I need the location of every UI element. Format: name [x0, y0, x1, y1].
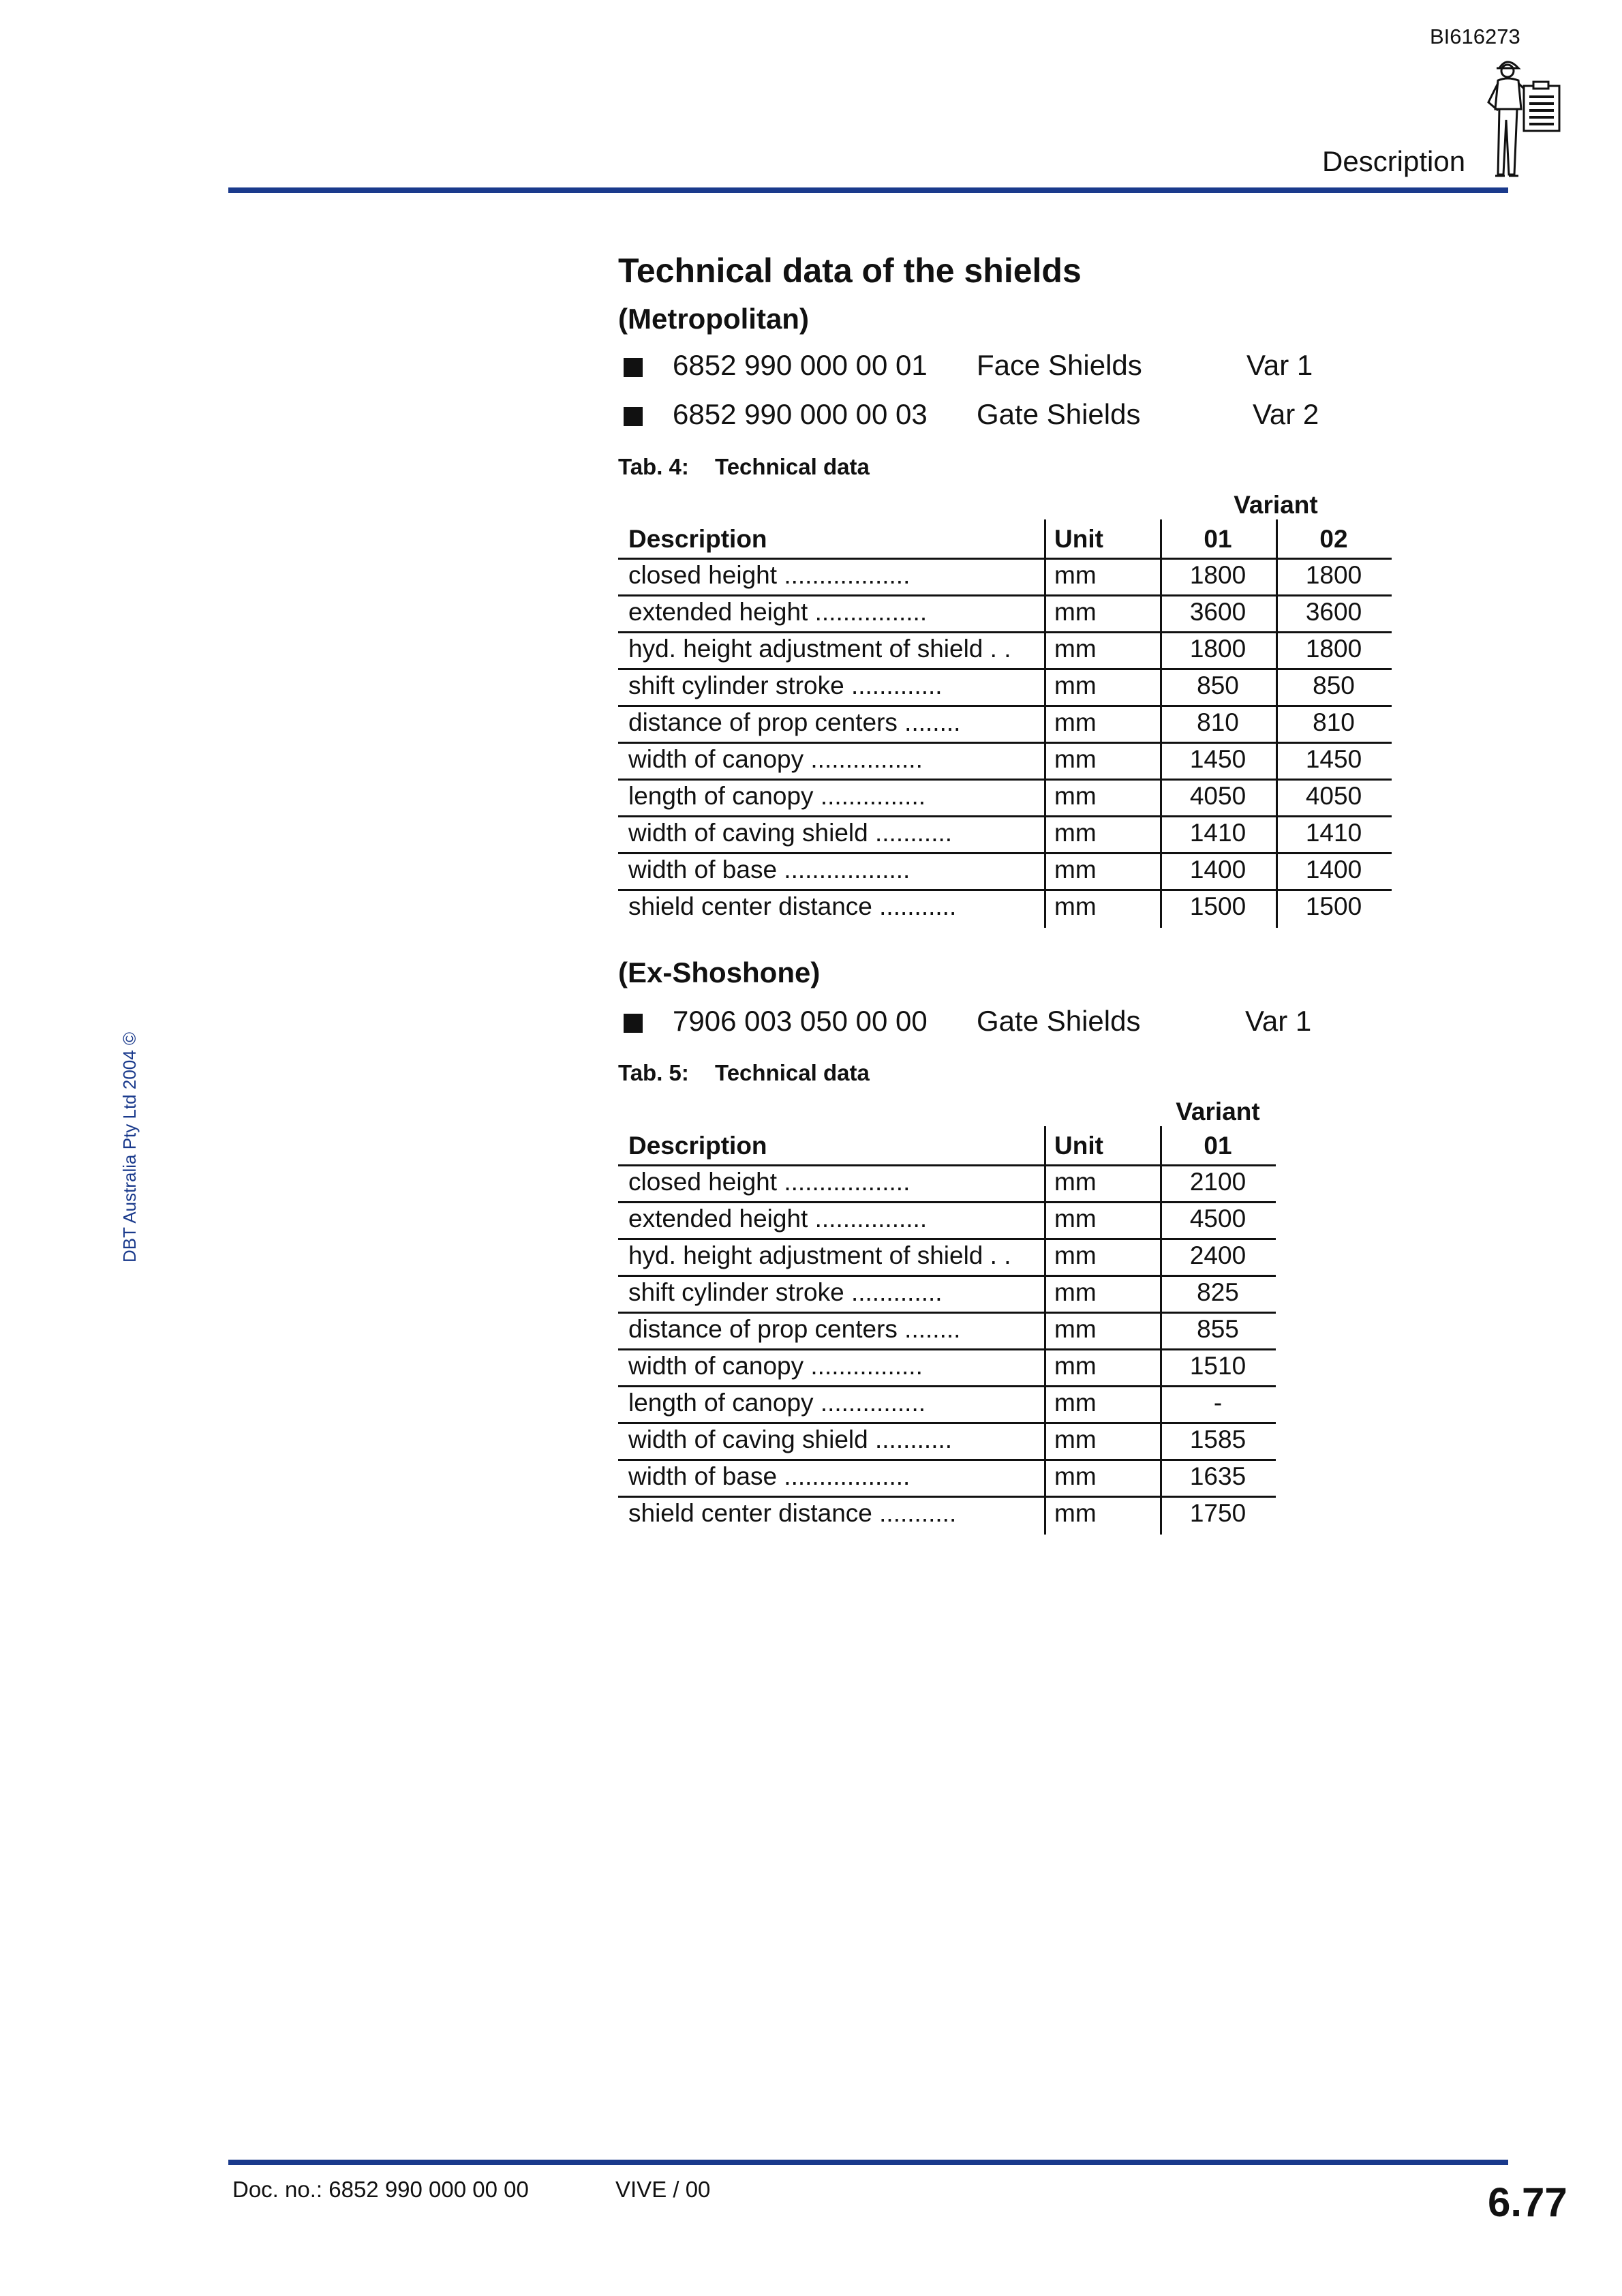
- column-header-variant: 01: [1204, 1132, 1232, 1160]
- cell-unit: mm: [1054, 745, 1097, 773]
- shield-item: [624, 398, 1373, 434]
- cell-value: 1800: [1189, 561, 1246, 589]
- cell-description: width of caving shield ...........: [628, 819, 953, 847]
- section-title: Description: [1322, 145, 1466, 177]
- cell-value: 1450: [1305, 745, 1362, 773]
- cell-unit: mm: [1054, 708, 1097, 736]
- cell-unit: mm: [1054, 1462, 1097, 1490]
- cell-value: 1800: [1189, 635, 1246, 663]
- cell-value: 3600: [1305, 598, 1362, 626]
- cell-value: 4050: [1305, 782, 1362, 810]
- worker-with-clipboard-icon: [1479, 55, 1567, 184]
- bullet-square-icon: [624, 1014, 643, 1033]
- document-number: Doc. no.: 6852 990 000 00 00: [232, 2177, 529, 2202]
- cell-value: 810: [1313, 708, 1355, 736]
- shield-item: [624, 1005, 1373, 1040]
- column-header-variant: 02: [1319, 525, 1348, 553]
- cell-description: closed height ..................: [628, 561, 911, 589]
- cell-description: extended height ................: [628, 598, 928, 626]
- cell-description: shield center distance ...........: [628, 1499, 957, 1527]
- table-caption-text: Technical data: [715, 454, 870, 479]
- cell-unit: mm: [1054, 856, 1097, 883]
- cell-value: 1750: [1189, 1499, 1246, 1527]
- document-version: VIVE / 00: [615, 2177, 711, 2202]
- cell-description: width of canopy ................: [628, 1352, 923, 1380]
- cell-value: 1800: [1305, 561, 1362, 589]
- cell-description: width of canopy ................: [628, 745, 923, 773]
- cell-description: shift cylinder stroke .............: [628, 1278, 943, 1306]
- cell-description: shift cylinder stroke .............: [628, 671, 943, 699]
- cell-description: hyd. height adjustment of shield . .: [628, 635, 1011, 663]
- cell-description: width of base ..................: [628, 1462, 911, 1490]
- cell-unit: mm: [1054, 1205, 1097, 1233]
- cell-value: 1585: [1189, 1425, 1246, 1453]
- variant-group-header: Variant: [1176, 1098, 1260, 1126]
- cell-description: closed height ..................: [628, 1168, 911, 1196]
- cell-unit: mm: [1054, 1168, 1097, 1196]
- cell-description: width of caving shield ...........: [628, 1425, 953, 1453]
- bullet-square-icon: [624, 407, 643, 426]
- block-heading-metropolitan: (Metropolitan): [618, 303, 809, 335]
- cell-unit: mm: [1054, 782, 1097, 810]
- copyright-notice: DBT Australia Pty Ltd 2004 ©: [119, 1031, 140, 1263]
- cell-unit: mm: [1054, 892, 1097, 920]
- cell-unit: mm: [1054, 1389, 1097, 1417]
- cell-value: 1450: [1189, 745, 1246, 773]
- cell-value: 850: [1197, 671, 1239, 699]
- page-title: Technical data of the shields: [618, 252, 1082, 290]
- cell-value: 4050: [1189, 782, 1246, 810]
- cell-description: extended height ................: [628, 1205, 928, 1233]
- table-caption-number: Tab. 4:: [618, 454, 689, 479]
- cell-unit: mm: [1054, 635, 1097, 663]
- shield-item: [624, 349, 1373, 384]
- column-header-description: Description: [628, 525, 767, 553]
- column-header-description: Description: [628, 1132, 767, 1160]
- cell-description: shield center distance ...........: [628, 892, 957, 920]
- cell-description: hyd. height adjustment of shield . .: [628, 1241, 1011, 1269]
- cell-value: 855: [1197, 1315, 1239, 1343]
- table-column-rule: [1276, 519, 1278, 928]
- cell-value: -: [1213, 1389, 1223, 1417]
- table-caption-text: Technical data: [715, 1060, 870, 1085]
- cell-unit: mm: [1054, 1499, 1097, 1527]
- cell-unit: mm: [1054, 1425, 1097, 1453]
- cell-value: 1400: [1305, 856, 1362, 883]
- table-column-rule: [1044, 1126, 1046, 1535]
- cell-value: 1400: [1189, 856, 1246, 883]
- shield-type: Gate Shields: [977, 398, 1141, 430]
- table-caption: [618, 454, 1027, 481]
- cell-unit: mm: [1054, 1278, 1097, 1306]
- table-caption: [618, 1060, 1027, 1087]
- part-number: 7906 003 050 00 00: [673, 1005, 928, 1037]
- cell-value: 1410: [1305, 819, 1362, 847]
- cell-value: 1800: [1305, 635, 1362, 663]
- cell-unit: mm: [1054, 1315, 1097, 1343]
- cell-value: 810: [1197, 708, 1239, 736]
- cell-unit: mm: [1054, 561, 1097, 589]
- shield-type: Gate Shields: [977, 1005, 1141, 1037]
- cell-value: 1500: [1189, 892, 1246, 920]
- table-column-rule: [1160, 1126, 1162, 1535]
- cell-description: width of base ..................: [628, 856, 911, 883]
- block-heading-ex-shoshone: (Ex-Shoshone): [618, 956, 821, 988]
- footer-divider: [228, 2160, 1508, 2165]
- cell-value: 4500: [1189, 1205, 1246, 1233]
- variant-label: Var 1: [1246, 349, 1313, 381]
- document-reference-code: BI616273: [1430, 25, 1520, 48]
- cell-unit: mm: [1054, 1352, 1097, 1380]
- cell-value: 825: [1197, 1278, 1239, 1306]
- cell-description: distance of prop centers ........: [628, 708, 961, 736]
- cell-value: 850: [1313, 671, 1355, 699]
- cell-unit: mm: [1054, 1241, 1097, 1269]
- part-number: 6852 990 000 00 03: [673, 398, 928, 430]
- table-caption-number: Tab. 5:: [618, 1060, 689, 1085]
- table-column-rule: [1160, 519, 1162, 928]
- header-divider: [228, 187, 1508, 193]
- cell-value: 2100: [1189, 1168, 1246, 1196]
- variant-group-header: Variant: [1234, 491, 1318, 519]
- cell-value: 2400: [1189, 1241, 1246, 1269]
- cell-value: 1410: [1189, 819, 1246, 847]
- variant-label: Var 2: [1253, 398, 1319, 430]
- column-header-unit: Unit: [1054, 525, 1103, 553]
- cell-unit: mm: [1054, 671, 1097, 699]
- part-number: 6852 990 000 00 01: [673, 349, 928, 381]
- variant-label: Var 1: [1245, 1005, 1312, 1037]
- shield-type: Face Shields: [977, 349, 1142, 381]
- cell-description: length of canopy ...............: [628, 1389, 926, 1417]
- cell-value: 3600: [1189, 598, 1246, 626]
- cell-value: 1510: [1189, 1352, 1246, 1380]
- column-header-variant: 01: [1204, 525, 1232, 553]
- cell-description: length of canopy ...............: [628, 782, 926, 810]
- cell-unit: mm: [1054, 598, 1097, 626]
- cell-value: 1635: [1189, 1462, 1246, 1490]
- column-header-unit: Unit: [1054, 1132, 1103, 1160]
- page-number: 6.77: [1488, 2179, 1567, 2225]
- bullet-square-icon: [624, 358, 643, 377]
- cell-description: distance of prop centers ........: [628, 1315, 961, 1343]
- cell-unit: mm: [1054, 819, 1097, 847]
- table-column-rule: [1044, 519, 1046, 928]
- cell-value: 1500: [1305, 892, 1362, 920]
